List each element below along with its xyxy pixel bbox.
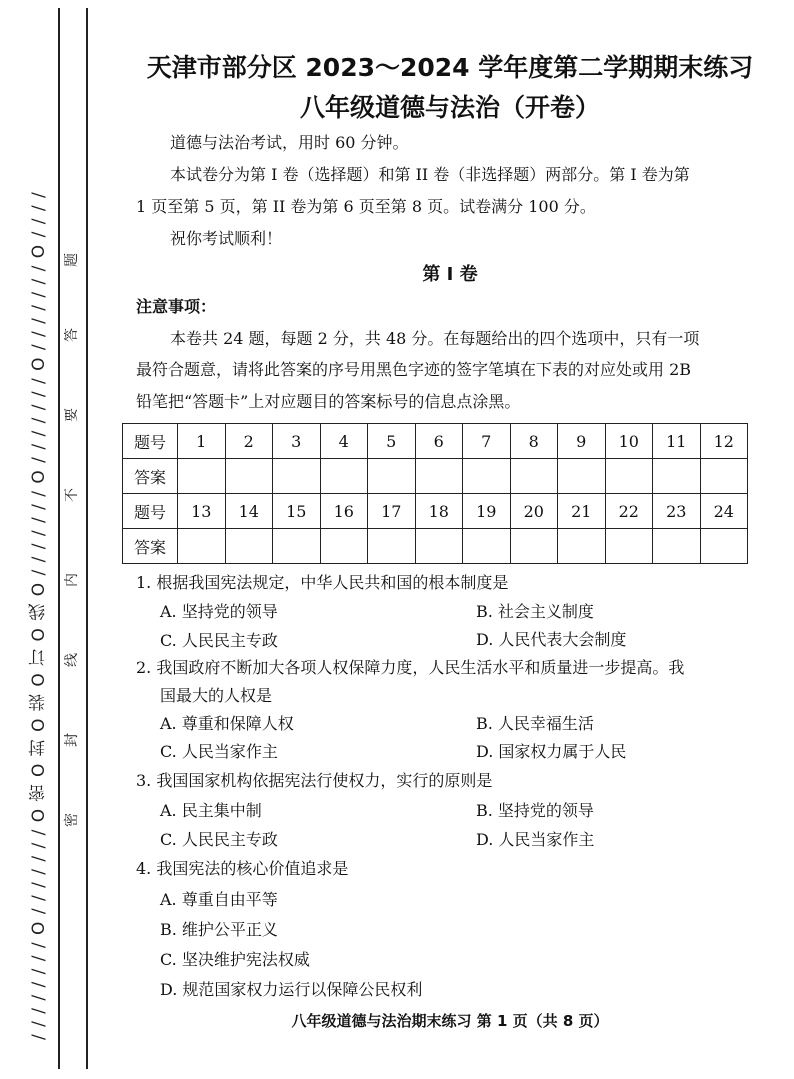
section-title: 第 I 卷	[422, 264, 478, 285]
answer-cell[interactable]	[653, 529, 701, 564]
answer-cell[interactable]	[225, 459, 273, 494]
notice-line-3: 铅笔把“答题卡”上对应题目的答案标号的信息点涂黑。	[136, 392, 521, 411]
question-number: 10	[605, 424, 653, 459]
question-number: 19	[463, 494, 511, 529]
answer-row	[123, 529, 748, 564]
question-number: 24	[700, 494, 748, 529]
question-4-option-c[interactable]: C. 坚决维护宪法权威	[160, 950, 310, 969]
notice-char: 答	[64, 328, 80, 342]
answer-table	[122, 423, 748, 564]
answer-cell[interactable]	[415, 529, 463, 564]
answer-cell[interactable]	[273, 459, 321, 494]
answer-cell[interactable]	[605, 529, 653, 564]
notice-label: 注意事项：	[136, 297, 217, 316]
do-not-answer-notice	[60, 240, 84, 840]
question-number: 20	[510, 494, 558, 529]
answer-cell[interactable]	[178, 459, 226, 494]
notice-char: 内	[64, 573, 80, 587]
binding-rule-right	[86, 8, 88, 1069]
notice-char: 线	[64, 653, 80, 667]
question-number: 22	[605, 494, 653, 529]
question-4-option-a[interactable]: A. 尊重自由平等	[160, 890, 278, 909]
question-number-row	[123, 424, 748, 459]
question-3-option-c[interactable]: C. 人民民主专政	[160, 830, 278, 849]
question-3-stem: 3. 我国国家机构依据宪法行使权力，实行的原则是	[136, 771, 493, 790]
question-number: 7	[463, 424, 511, 459]
question-number: 12	[700, 424, 748, 459]
question-2-option-d[interactable]: D. 国家权力属于人民	[476, 742, 627, 761]
answer-cell[interactable]	[700, 459, 748, 494]
answer-cell[interactable]	[320, 529, 368, 564]
answer-cell[interactable]	[415, 459, 463, 494]
answer-cell[interactable]	[273, 529, 321, 564]
notice-char: 密	[64, 813, 80, 827]
question-1-stem: 1. 根据我国宪法规定，中华人民共和国的根本制度是	[136, 573, 509, 592]
question-number: 18	[415, 494, 463, 529]
question-number: 21	[558, 494, 606, 529]
question-number-row	[123, 494, 748, 529]
question-2-option-b[interactable]: B. 人民幸福生活	[476, 714, 594, 733]
question-number: 11	[653, 424, 701, 459]
answer-label: 答案	[123, 459, 178, 494]
answer-cell[interactable]	[510, 529, 558, 564]
question-3-option-b[interactable]: B. 坚持党的领导	[476, 801, 594, 820]
question-4-option-b[interactable]: B. 维护公平正义	[160, 920, 278, 939]
page-footer: 八年级道德与法治期末练习 第 1 页（共 8 页）	[291, 1012, 609, 1030]
answer-cell[interactable]	[510, 459, 558, 494]
question-1-option-d[interactable]: D. 人民代表大会制度	[476, 630, 627, 649]
answer-cell[interactable]	[320, 459, 368, 494]
question-label: 题号	[123, 494, 178, 529]
question-number: 6	[415, 424, 463, 459]
answer-cell[interactable]	[225, 529, 273, 564]
notice-char: 题	[64, 253, 80, 267]
question-number: 4	[320, 424, 368, 459]
answer-row	[123, 459, 748, 494]
question-3-option-a[interactable]: A. 民主集中制	[160, 801, 262, 820]
answer-cell[interactable]	[605, 459, 653, 494]
question-number: 13	[178, 494, 226, 529]
answer-cell[interactable]	[463, 459, 511, 494]
answer-cell[interactable]	[558, 459, 606, 494]
notice-line-2: 最符合题意，请将此答案的序号用黑色字迹的签字笔填在下表的对应处或用 2B	[136, 360, 692, 379]
question-label: 题号	[123, 424, 178, 459]
intro-structure-2: 1 页至第 5 页，第 II 卷为第 6 页至第 8 页。试卷满分 100 分。	[136, 197, 596, 216]
answer-cell[interactable]	[558, 529, 606, 564]
answer-cell[interactable]	[178, 529, 226, 564]
question-4-stem: 4. 我国宪法的核心价值追求是	[136, 859, 349, 878]
question-number: 17	[368, 494, 416, 529]
notice-line-1: 本卷共 24 题，每题 2 分，共 48 分。在每题给出的四个选项中，只有一项	[170, 329, 700, 348]
answer-cell[interactable]	[653, 459, 701, 494]
question-number: 23	[653, 494, 701, 529]
exam-subtitle: 八年级道德与法治（开卷）	[299, 93, 600, 122]
exam-title: 天津市部分区 2023～2024 学年度第二学期期末练习	[146, 53, 754, 82]
question-number: 3	[273, 424, 321, 459]
question-number: 16	[320, 494, 368, 529]
question-number: 8	[510, 424, 558, 459]
answer-cell[interactable]	[368, 529, 416, 564]
question-2-stem-line2: 国最大的人权是	[160, 686, 273, 705]
binding-margin	[0, 0, 120, 1079]
question-1-option-a[interactable]: A. 坚持党的领导	[160, 602, 278, 621]
question-2-stem-line1: 2. 我国政府不断加大各项人权保障力度，人民生活水平和质量进一步提高。我	[136, 658, 685, 677]
intro-wish: 祝你考试顺利！	[170, 229, 283, 248]
question-number: 1	[178, 424, 226, 459]
question-2-option-c[interactable]: C. 人民当家作主	[160, 742, 278, 761]
question-number: 15	[273, 494, 321, 529]
answer-cell[interactable]	[463, 529, 511, 564]
question-4-option-d[interactable]: D. 规范国家权力运行以保障公民权利	[160, 980, 423, 999]
notice-char: 不	[64, 488, 80, 502]
question-3-option-d[interactable]: D. 人民当家作主	[476, 830, 595, 849]
answer-cell[interactable]	[700, 529, 748, 564]
notice-char: 封	[64, 733, 80, 747]
question-1-option-c[interactable]: C. 人民民主专政	[160, 631, 278, 650]
answer-label: 答案	[123, 529, 178, 564]
question-1-option-b[interactable]: B. 社会主义制度	[476, 602, 594, 621]
notice-char: 要	[64, 408, 80, 422]
question-number: 2	[225, 424, 273, 459]
question-number: 9	[558, 424, 606, 459]
intro-structure-1: 本试卷分为第 I 卷（选择题）和第 II 卷（非选择题）两部分。第 I 卷为第	[170, 165, 690, 184]
seal-line-text: / / / / / / / / O / / / / / / / O 密 O 封 O 装 O 订 O 线 O / / / / / / / O / / / / / / / O / / / / / / / O / / / /	[29, 191, 49, 1040]
question-number: 14	[225, 494, 273, 529]
answer-cell[interactable]	[368, 459, 416, 494]
intro-duration: 道德与法治考试，用时 60 分钟。	[170, 133, 409, 152]
question-2-option-a[interactable]: A. 尊重和保障人权	[160, 714, 294, 733]
question-number: 5	[368, 424, 416, 459]
